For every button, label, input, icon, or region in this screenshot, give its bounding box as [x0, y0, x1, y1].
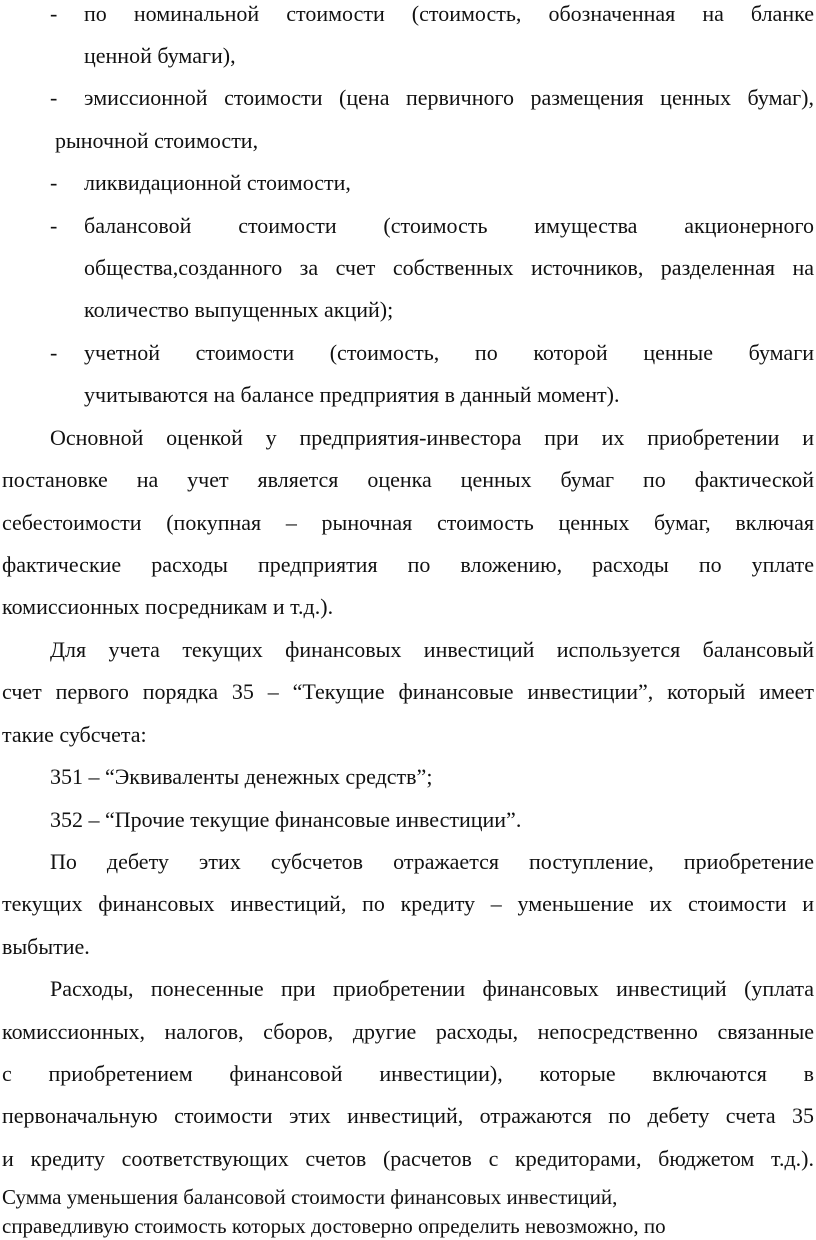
text-line: балансовой стоимости (стоимость имущества акционерного [84, 213, 814, 238]
text-line: Сумма уменьшения балансовой стоимости финансовых инвестиций, [2, 1185, 618, 1209]
list-dash: - [50, 213, 58, 238]
text-line: рыночной стоимости, [55, 128, 259, 153]
text-line: ценной бумаги), [84, 43, 236, 68]
text-line: общества,созданного за счет собственных источников, разделенная на [84, 255, 814, 280]
text-line: учитываются на балансе предприятия в данный момент). [84, 382, 620, 407]
text-line: такие субсчета: [2, 722, 147, 747]
text-line: справедливую стоимость которых достоверно определить невозможно, по [2, 1214, 666, 1238]
text-line: счет первого порядка 35 – “Текущие финансовые инвестиции”, который имеет [2, 679, 814, 704]
text-line: 352 – “Прочие текущие финансовые инвестиции”. [50, 807, 522, 832]
list-dash: - [50, 85, 58, 110]
text-line: ликвидационной стоимости, [84, 170, 351, 195]
text-line: текущих финансовых инвестиций, по кредиту – уменьшение их стоимости и [2, 891, 814, 916]
text-line: 351 – “Эквиваленты денежных средств”; [50, 764, 433, 789]
text-line: постановке на учет является оценка ценных бумаг по фактической [2, 467, 814, 492]
text-line: Расходы, понесенные при приобретении финансовых инвестиций (уплата [50, 976, 814, 1001]
list-dash: - [50, 170, 58, 195]
text-line: первоначальную стоимости этих инвестиций, отражаются по дебету счета 35 [2, 1103, 814, 1128]
text-line: Для учета текущих финансовых инвестиций используется балансовый [50, 637, 814, 662]
list-dash: - [50, 340, 58, 365]
text-line: комиссионных посредникам и т.д.). [2, 594, 334, 619]
text-line: учетной стоимости (стоимость, по которой ценные бумаги [84, 340, 814, 365]
text-line: себестоимости (покупная – рыночная стоимость ценных бумаг, включая [2, 510, 814, 535]
text-line: По дебету этих субсчетов отражается поступление, приобретение [50, 849, 814, 874]
text-line: эмиссионной стоимости (цена первичного размещения ценных бумаг), [84, 85, 814, 110]
text-line: выбытие. [2, 934, 90, 959]
text-line: количество выпущенных акций); [84, 297, 394, 322]
text-line: Основной оценкой у предприятия-инвестора при их приобретении и [50, 425, 814, 450]
text-line: по номинальной стоимости (стоимость, обозначенная на бланке [84, 1, 814, 26]
text-line: комиссионных, налогов, сборов, другие расходы, непосредственно связанные [2, 1019, 814, 1044]
text-line: с приобретением финансовой инвестиции), которые включаются в [2, 1061, 814, 1086]
list-dash: - [50, 1, 58, 26]
text-line: и кредиту соответствующих счетов (расчетов с кредиторами, бюджетом т.д.). [2, 1146, 814, 1171]
text-line: фактические расходы предприятия по вложению, расходы по уплате [2, 552, 814, 577]
